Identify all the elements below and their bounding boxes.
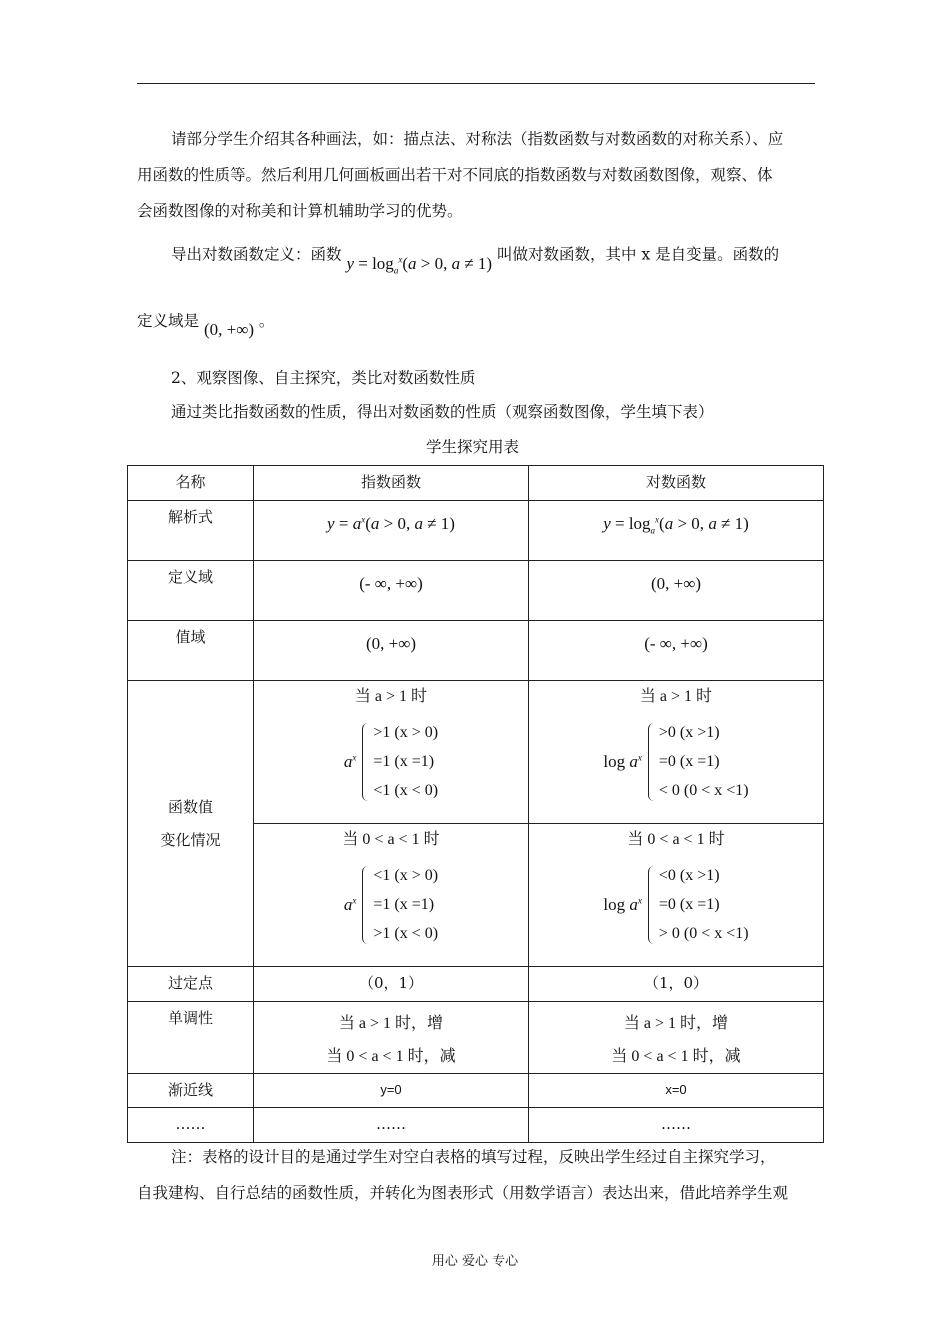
case-a-lt-1: 当 0 < a < 1 时 [627,831,725,848]
definition-prefix: 导出对数函数定义：函数 [171,245,342,264]
brace-icon [362,723,369,801]
table-row-values-gt1 [128,681,824,824]
row-label: 过定点 [128,967,254,1002]
row-label-values: 函数值 变化情况 [128,681,254,967]
domain-value: (0, +∞) [203,320,254,339]
table-row-etc [128,1108,824,1143]
case-a-gt-1: 当 a > 1 时 [639,688,713,705]
section-heading: 2、观察图像、自主探究，类比对数函数性质 [171,369,476,387]
brace-icon [648,866,655,944]
piecewise-log-gt1: $\log a^x$ >0 (x >1) =0 (x =1) < 0 (0 < x <1) [603,724,749,799]
log-values-lt1-cell [529,824,824,967]
table-title: 学生探究用表 [426,438,520,456]
table-row-fixed-point [128,967,824,1002]
log-formula: $y = \log_a^x(a > 0$, a ≠ 1) [603,514,749,536]
definition-suffix: 叫做对数函数，其中 x 是自变量。函数的 [497,245,780,264]
row-label: 值域 [128,621,254,681]
log-asym-cell: x=0 [529,1074,824,1108]
exp-etc-cell: …… [254,1108,529,1143]
section-description: 通过类比指数函数的性质，得出对数函数的性质（观察函数图像，学生填下表） [171,403,714,421]
exp-point-cell: （0，1） [254,967,529,1002]
row-label: 单调性 [128,1002,254,1074]
log-domain-cell: (0, +∞) [529,561,824,621]
exp-mono-cell: 当 a > 1 时，增 当 0 < a < 1 时，减 [254,1002,529,1074]
table-row-domain [128,561,824,621]
table-header-row [128,466,824,501]
header-exponential: 指数函数 [254,466,529,501]
row-label: 渐近线 [128,1074,254,1108]
row-label: 解析式 [128,501,254,561]
brace-icon [648,723,655,801]
exp-formula-cell [254,501,529,561]
log-mono-cell: 当 a > 1 时，增 当 0 < a < 1 时，减 [529,1002,824,1074]
intro-line-3: 会函数图像的对称美和计算机辅助学习的优势。 [137,202,463,220]
exp-values-gt1-cell [254,681,529,824]
domain-end: 。 [258,312,275,330]
exp-domain-cell: (- ∞, +∞) [254,561,529,621]
exp-range-cell: (0, +∞) [254,621,529,681]
definition-line [171,240,780,276]
piecewise-log-lt1: $\log a^x$ <0 (x >1) =0 (x =1) > 0 (0 < x <1) [603,867,749,942]
log-formula-cell [529,501,824,561]
case-a-gt-1: 当 a > 1 时 [354,688,428,705]
log-function-formula: $y = \log_a^x(a > 0$, a ≠ 1) [346,253,493,276]
table-row-asymptote [128,1074,824,1108]
exp-formula: $y = a^x(a > 0$, a ≠ 1) [327,514,455,533]
exp-values-lt1-cell [254,824,529,967]
table-row-range [128,621,824,681]
log-range-cell: (- ∞, +∞) [529,621,824,681]
brace-icon [362,866,369,944]
header-name: 名称 [128,466,254,501]
log-point-cell: （1，0） [529,967,824,1002]
intro-line-2: 用函数的性质等。然后利用几何画板画出若干对不同底的指数函数与对数函数图像，观察、体 [137,166,773,184]
row-label: …… [128,1108,254,1143]
table-row-monotonicity [128,1002,824,1074]
table-row-formula [128,501,824,561]
header-logarithmic: 对数函数 [529,466,824,501]
exp-asym-cell: y=0 [254,1074,529,1108]
log-etc-cell: …… [529,1108,824,1143]
header-rule [137,83,815,84]
domain-line [137,311,275,339]
page-footer: 用心 爱心 专心 [431,1254,519,1269]
intro-line-1: 请部分学生介绍其各种画法，如：描点法、对称法（指数函数与对数函数的对称关系）、应 [171,130,784,148]
log-values-gt1-cell [529,681,824,824]
piecewise-exp-lt1: $a^x$ <1 (x > 0) =1 (x =1) >1 (x < 0) [343,867,439,942]
properties-table [127,465,824,1143]
note-line-2: 自我建构、自行总结的函数性质，并转化为图表形式（用数学语言）表达出来，借此培养学生观 [137,1184,789,1202]
row-label: 定义域 [128,561,254,621]
domain-prefix: 定义域是 [137,312,200,330]
case-a-lt-1: 当 0 < a < 1 时 [342,831,440,848]
note-line-1: 注：表格的设计目的是通过学生对空白表格的填写过程，反映出学生经过自主探究学习， [171,1148,776,1166]
piecewise-exp-gt1: $a^x$ >1 (x > 0) =1 (x =1) <1 (x < 0) [343,724,439,799]
